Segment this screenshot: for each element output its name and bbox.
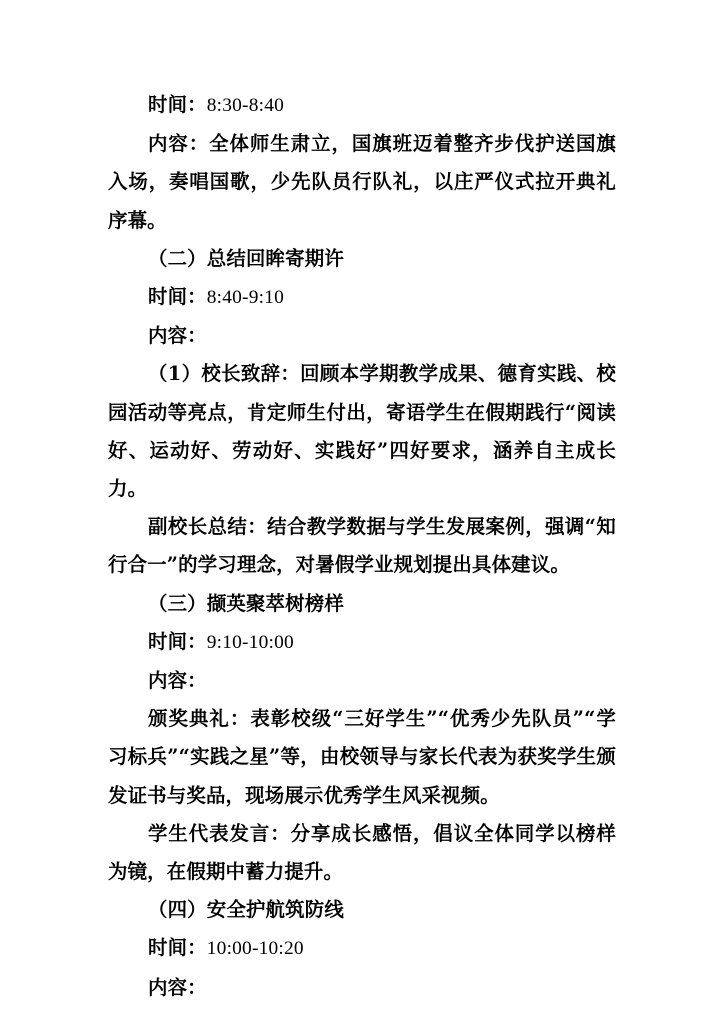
award-ceremony-paragraph: 颁奖典礼：表彰校级“三好学生”“优秀少先队员”“学习标兵”“实践之星”等，由校领导与家长代表为获奖学生颁发证书与奖品，现场展示优秀学生风采视频。	[108, 707, 616, 807]
time-label: 时间：	[148, 93, 207, 116]
content-paragraph-1	[108, 125, 616, 240]
student-speech-paragraph: 学生代表发言：分享成长感悟，倡议全体同学以榜样为镜，在假期中蓄力提升。	[108, 821, 616, 884]
section-heading-3: （三）撷英聚萃树榜样	[148, 591, 344, 615]
time-value: 8:30-8:40	[206, 95, 284, 116]
section-heading-2: （二）总结回眸寄期许	[148, 246, 344, 270]
time-line-3	[108, 623, 616, 662]
document-body	[108, 86, 616, 1007]
content-label-3: 内容：	[148, 669, 207, 693]
principal-speech-paragraph: （1）校长致辞：回顾本学期教学成果、德育实践、校园活动等亮点，肯定师生付出，寄语学生在假期践行“阅读好、运动好、劳动好、实践好”四好要求，涵养自主成长力。	[108, 362, 616, 501]
time-line-1	[108, 86, 616, 125]
content-label-4: 内容：	[148, 975, 207, 999]
time-line-4	[108, 929, 616, 968]
vice-principal-summary-paragraph: 副校长总结：结合教学数据与学生发展案例，强调“知行合一”的学习理念，对暑假学业规划提出具体建议。	[108, 515, 616, 577]
time-line-2	[108, 278, 616, 317]
time-value: 10:00-10:20	[206, 938, 304, 960]
section-heading-4: （四）安全护航筑防线	[148, 898, 344, 922]
time-value: 9:10-10:00	[206, 631, 294, 653]
time-label: 时间：	[148, 285, 207, 309]
content-label: 内容：	[148, 132, 210, 156]
time-value: 8:40-9:10	[206, 287, 284, 309]
content-text: 全体师生肃立，国旗班迈着整齐步伐护送国旗入场，奏唱国歌，少先队员行队礼，以庄严仪式拉开典礼序幕。	[108, 132, 617, 232]
time-label: 时间：	[148, 629, 207, 653]
time-label: 时间：	[148, 936, 207, 960]
content-label-2: 内容：	[148, 324, 207, 348]
